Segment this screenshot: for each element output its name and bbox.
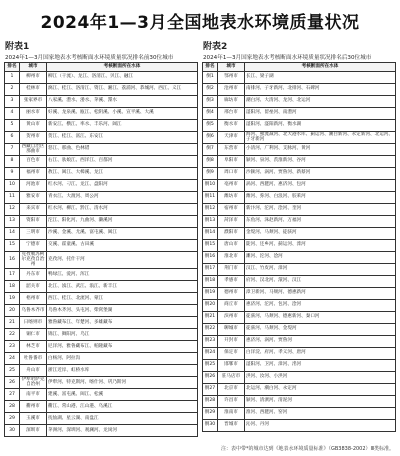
cell-rank: 16 <box>5 251 20 268</box>
cell-sections: 东鱼河、洙赵新河、万福河 <box>245 215 396 227</box>
cell-city: 黄山市 <box>20 119 47 131</box>
cell-rank: 12 <box>5 203 20 215</box>
cell-sections: 小清河、广利河、支脉河、黄河 <box>245 143 396 155</box>
cell-city: 林芝市 <box>20 340 47 352</box>
table2-header-city: 城市 <box>218 63 245 72</box>
cell-city: 晋城市 <box>218 419 245 431</box>
cell-sections: 红水河、柳江、黔江、清水河 <box>47 203 198 215</box>
cell-city: 聊城市 <box>218 323 245 335</box>
cell-sections: 鸭绿江、爱河、浑江 <box>47 268 198 280</box>
cell-rank: 7 <box>5 143 20 155</box>
cell-city: 乌鲁木齐市 <box>20 304 47 316</box>
cell-city: 丽水市 <box>20 107 47 119</box>
cell-rank: 倒7 <box>203 143 218 155</box>
table-row <box>203 191 396 203</box>
cell-sections: 汉江、竹皮河、漳河 <box>245 263 396 275</box>
cell-city: 资阳市 <box>20 215 47 227</box>
cell-city: 福州市 <box>20 167 47 179</box>
cell-city: 东营市 <box>218 143 245 155</box>
cell-rank: 倒21 <box>203 311 218 323</box>
cell-city: 韶关市 <box>20 280 47 292</box>
cell-sections: 克孜河、托什干河 <box>47 251 198 268</box>
cell-rank: 倒4 <box>203 107 218 119</box>
cell-rank: 倒5 <box>203 119 218 131</box>
cell-rank: 26 <box>5 376 20 388</box>
cell-sections: 滏阳河、留垒河、南澧河 <box>245 107 396 119</box>
cell-sections: 西江、桂江、北流河、蒙江 <box>47 292 198 304</box>
cell-rank: 倒1 <box>203 71 218 83</box>
cell-rank: 4 <box>5 107 20 119</box>
cell-city: 濮阳市 <box>218 227 245 239</box>
cell-sections: 右江、驮娘江、西洋江、百都河 <box>47 155 198 167</box>
cell-sections: 颍河、泉河、茨淮新河、谷河 <box>245 155 396 167</box>
cell-rank: 15 <box>5 239 20 251</box>
table-row <box>203 95 396 107</box>
cell-city: 南平市 <box>20 388 47 400</box>
cell-rank: 倒24 <box>203 347 218 359</box>
cell-city: 保定市 <box>218 347 245 359</box>
cell-city: 吐鲁番市 <box>20 352 47 364</box>
table1-label: 附表1 <box>5 42 30 52</box>
table-row <box>203 167 396 179</box>
table-row <box>203 359 396 371</box>
table-row <box>203 335 396 347</box>
table-row <box>203 275 396 287</box>
cell-sections: 惠济河、沱河、包河、浍河 <box>245 299 396 311</box>
table-row <box>203 83 396 95</box>
cell-rank: 倒6 <box>203 131 218 143</box>
cell-sections: 白杨河、阿拉沟 <box>47 352 198 364</box>
table-row <box>203 107 396 119</box>
cell-city: 唐山市 <box>218 239 245 251</box>
cell-rank: 倒9 <box>203 167 218 179</box>
table-row <box>203 215 396 227</box>
table-row <box>203 71 396 83</box>
table-row <box>5 251 198 268</box>
cell-rank: 倒25 <box>203 359 218 371</box>
table-row <box>203 239 396 251</box>
table-row <box>5 167 198 179</box>
cell-sections: 颍河、清潩河、清泥河 <box>245 395 396 407</box>
cell-city: 来宾市 <box>20 203 47 215</box>
cell-rank: 27 <box>5 388 20 400</box>
table-row <box>203 179 396 191</box>
table-row <box>5 304 198 316</box>
cell-sections: 漳卫新河、马颊河、德惠新河 <box>245 287 396 299</box>
cell-rank: 倒29 <box>203 407 218 419</box>
cell-city: 衡水市 <box>218 119 245 131</box>
cell-sections: 建溪、富屯溪、闽江、松溪 <box>47 388 198 400</box>
cell-city: 柳州市 <box>20 71 47 83</box>
cell-rank: 倒26 <box>203 371 218 383</box>
cell-rank: 11 <box>5 191 20 203</box>
cell-sections: 好溪、龙泉溪、瓯江、松阴溪、小溪、宣平溪、大溪 <box>47 107 198 119</box>
footnote: 注：表中带*的城市达到《地表水环境质量标准》（GB3838-2002）Ⅲ类标准。 <box>220 446 394 452</box>
cell-rank: 倒11 <box>203 191 218 203</box>
cell-sections: 惠济河、涡河、贾鲁河 <box>245 335 396 347</box>
table-row <box>5 179 198 191</box>
table-row <box>5 268 198 280</box>
cell-sections: 白洋淀、府河、孝义河、唐河 <box>245 347 396 359</box>
cell-rank: 19 <box>5 292 20 304</box>
cell-city: 天津市 <box>218 131 245 143</box>
table-row <box>203 311 396 323</box>
cell-sections: 长江、梁子湖 <box>245 71 396 83</box>
cell-rank: 倒28 <box>203 395 218 407</box>
table-row <box>5 376 198 388</box>
cell-sections: 新安江、横江、率水、丰乐河、阊江 <box>47 119 198 131</box>
cell-sections: 陡河、还乡河、蓟运河、滦河 <box>245 239 396 251</box>
table-row <box>5 280 198 292</box>
table-row <box>203 347 396 359</box>
cell-rank: 13 <box>5 215 20 227</box>
cell-city: 淮北市 <box>218 251 245 263</box>
cell-city: 邯郸市 <box>218 359 245 371</box>
table2-header-sections: 考核断面所在水体 <box>245 63 396 72</box>
cell-sections: 漓江、桂江、洛清江、资江、湘江、荔浦河、恭城河、西江、义江 <box>47 83 198 95</box>
cell-sections: 徒骇河、马颊河、金堤河 <box>245 323 396 335</box>
cell-city: 许昌市 <box>218 395 245 407</box>
table-row <box>5 340 198 352</box>
cell-rank: 倒8 <box>203 155 218 167</box>
cell-sections: 滏阳河、卫河、漳河、洺河 <box>245 359 396 371</box>
table-row <box>203 251 396 263</box>
table-row <box>5 424 198 436</box>
cell-rank: 29 <box>5 412 20 424</box>
table-row <box>203 131 396 143</box>
table-row <box>5 292 198 304</box>
cell-city: 周口市 <box>218 167 245 179</box>
cell-sections: 沁河、丹河 <box>245 419 396 431</box>
cell-sections: 徒骇河、马颊河、德惠新河、秦口河 <box>245 311 396 323</box>
cell-sections: 伊犁河、特克斯河、喀什河、巩乃斯河 <box>47 376 198 388</box>
cell-rank: 倒16 <box>203 251 218 263</box>
cell-city: 商丘市 <box>218 299 245 311</box>
cell-city: 日喀则市 <box>20 316 47 328</box>
cell-city: 玉溪市 <box>20 412 47 424</box>
cell-sections: 南排河、子牙新河、北排河、石碑河 <box>245 83 396 95</box>
cell-city: 伊犁哈萨克自治州 <box>20 376 47 388</box>
cell-city: 开封市 <box>218 335 245 347</box>
cell-rank: 3 <box>5 95 20 107</box>
table-row <box>203 383 396 395</box>
cell-rank: 24 <box>5 352 20 364</box>
table-row <box>5 95 198 107</box>
table1-header-rank: 排名 <box>5 63 20 72</box>
table-row <box>5 203 198 215</box>
table-row <box>5 227 198 239</box>
cell-rank: 25 <box>5 364 20 376</box>
cell-sections: 柳江（干流）、龙江、洛清江、贝江、融江 <box>47 71 198 83</box>
table-row <box>203 419 396 431</box>
cell-rank: 倒3 <box>203 95 218 107</box>
cell-rank: 6 <box>5 131 20 143</box>
table-row <box>5 83 198 95</box>
cell-sections: 交溪、霍童溪、古田溪 <box>47 239 198 251</box>
cell-sections: 海河、独流减河、北大港水库、蓟运河、潮白新河、永定新河、北运河、子牙新河 <box>245 131 396 143</box>
table-row <box>5 155 198 167</box>
cell-rank: 10 <box>5 179 20 191</box>
table-row <box>203 323 396 335</box>
cell-city: 淮南市 <box>218 407 245 419</box>
cell-sections: 淮河、西淝河、窑河 <box>245 407 396 419</box>
table2-caption: 2024年1—3月国家地表水考核断面水环境质量状况排名后30位城市 <box>203 55 372 61</box>
table2-label: 附表2 <box>203 42 228 52</box>
table-row <box>5 412 198 424</box>
cell-rank: 23 <box>5 340 20 352</box>
cell-rank: 5 <box>5 119 20 131</box>
cell-city: 桂林市 <box>20 83 47 95</box>
cell-rank: 8 <box>5 155 20 167</box>
cell-rank: 倒18 <box>203 275 218 287</box>
table-row <box>5 131 198 143</box>
table1 <box>4 62 198 437</box>
cell-city: 三明市 <box>20 227 47 239</box>
cell-rank: 倒17 <box>203 263 218 275</box>
cell-city: 河池市 <box>20 179 47 191</box>
cell-city: 亳州市 <box>218 179 245 191</box>
table-row <box>203 263 396 275</box>
cell-sections: 怒江、那曲、色林错 <box>47 143 198 155</box>
cell-sections: 抚仙湖、星云湖、南盘江 <box>47 412 198 424</box>
cell-city: 德州市 <box>218 287 245 299</box>
cell-city: 潍坊市 <box>218 191 245 203</box>
cell-sections: 洪河、汝河、小洪河 <box>245 371 396 383</box>
table1-column <box>4 39 198 437</box>
cell-city: 梧州市 <box>20 292 47 304</box>
cell-sections: 北江、浈江、武江、滃江、新丰江 <box>47 280 198 292</box>
cell-sections: 潮白河、大清河、龙河、北运河 <box>245 95 396 107</box>
table-row <box>5 143 198 155</box>
cell-city: 西藏自治区那曲市 <box>20 143 47 155</box>
table-row <box>203 143 396 155</box>
cell-sections: 金堤河、马颊河、徒骇河 <box>245 227 396 239</box>
cell-sections: 贺江、桂江、富江、东安江 <box>47 131 198 143</box>
cell-sections: 新汴河、沱河、浍河、奎河 <box>245 203 396 215</box>
cell-rank: 倒13 <box>203 215 218 227</box>
table1-caption: 2024年1—3月国家地表水考核断面水环境质量状况排名前30位城市 <box>5 55 174 61</box>
cell-city: 衢州市 <box>20 400 47 412</box>
table-row <box>5 71 198 83</box>
cell-city: 荆门市 <box>218 263 245 275</box>
table-row <box>203 227 396 239</box>
cell-rank: 倒2 <box>203 83 218 95</box>
table1-header-sections: 考核断面所在水体 <box>47 63 198 72</box>
table-row <box>203 287 396 299</box>
table-row <box>5 316 198 328</box>
cell-sections: 潍河、弥河、白浪河、胶莱河 <box>245 191 396 203</box>
table2-column <box>202 39 396 437</box>
cell-rank: 倒22 <box>203 323 218 335</box>
cell-rank: 17 <box>5 268 20 280</box>
cell-sections: 沙颍河、涡河、贾鲁河、新蔡河 <box>245 167 396 179</box>
table-row <box>203 371 396 383</box>
page-title: 2024年1—3月全国地表水环境质量状况 <box>40 13 360 33</box>
cell-rank: 22 <box>5 328 20 340</box>
cell-city: 舟山市 <box>20 364 47 376</box>
cell-city: 邢台市 <box>218 107 245 119</box>
cell-sections: 衢江、常山港、江山港、乌溪江 <box>47 400 198 412</box>
cell-sections: 尼洋河、雅鲁藏布江、帕隆藏布 <box>47 340 198 352</box>
cell-sections: 沙溪、金溪、尤溪、富屯溪、闽江 <box>47 227 198 239</box>
cell-city: 沧州市 <box>218 83 245 95</box>
cell-rank: 倒19 <box>203 287 218 299</box>
cell-sections: 茅洲河、深圳河、观澜河、龙岗河 <box>47 424 198 436</box>
cell-rank: 倒27 <box>203 383 218 395</box>
table-row <box>5 400 198 412</box>
table-row <box>5 388 198 400</box>
cell-rank: 2 <box>5 83 20 95</box>
cell-sections: 八家溪、澧水、溇水、茅溪、渫水 <box>47 95 198 107</box>
cell-rank: 倒10 <box>203 179 218 191</box>
table-row <box>203 395 396 407</box>
cell-rank: 18 <box>5 280 20 292</box>
table-row <box>5 215 198 227</box>
cell-sections: 锦江、舞阳河、乌江 <box>47 328 198 340</box>
cell-city: 贺州市 <box>20 131 47 143</box>
cell-sections: 北运河、潮白河、永定河 <box>245 383 396 395</box>
cell-sections: 府河、汉北河、澴河、汉江 <box>245 275 396 287</box>
cell-sections: 红水河、刁江、龙江、盘阳河 <box>47 179 198 191</box>
table2-header-rank: 排名 <box>203 63 218 72</box>
cell-city: 北京市 <box>218 383 245 395</box>
cell-sections: 乌鲁木齐河、头屯河、柴窝堡湖 <box>47 304 198 316</box>
cell-sections: 雅鲁藏布江、年楚河、多雄藏布 <box>47 316 198 328</box>
cell-rank: 倒15 <box>203 239 218 251</box>
cell-city: 宁德市 <box>20 239 47 251</box>
cell-city: 铜仁市 <box>20 328 47 340</box>
table1-header-city: 城市 <box>20 63 47 72</box>
cell-city: 百色市 <box>20 155 47 167</box>
cell-rank: 9 <box>5 167 20 179</box>
table-row <box>203 203 396 215</box>
cell-city: 丹东市 <box>20 268 47 280</box>
cell-rank: 30 <box>5 424 20 436</box>
table-row <box>203 155 396 167</box>
cell-city: 菏泽市 <box>218 215 245 227</box>
cell-rank: 28 <box>5 400 20 412</box>
cell-city: 张家界市 <box>20 95 47 107</box>
cell-city: 驻马店市 <box>218 371 245 383</box>
cell-sections: 濉河、沱河、浍河 <box>245 251 396 263</box>
cell-city: 雅安市 <box>20 191 47 203</box>
cell-city: 阜阳市 <box>218 155 245 167</box>
cell-sections: 沱江、阳化河、九曲河、濑溪河 <box>47 215 198 227</box>
cell-rank: 倒20 <box>203 299 218 311</box>
cell-city: 孝感市 <box>218 275 245 287</box>
cell-rank: 20 <box>5 304 20 316</box>
table-row <box>5 107 198 119</box>
cell-sections: 青衣江、大渡河、周公河 <box>47 191 198 203</box>
cell-sections: 敖江、闽江、大樟溪、龙江 <box>47 167 198 179</box>
table-row <box>5 191 198 203</box>
cell-sections: 涡河、西淝河、惠济河、包河 <box>245 179 396 191</box>
cell-city: 廊坊市 <box>218 95 245 107</box>
cell-rank: 倒23 <box>203 335 218 347</box>
cell-city: 滨州市 <box>218 311 245 323</box>
table-row <box>5 364 198 376</box>
cell-city: 克孜勒苏柯尔克孜自治州 <box>20 251 47 268</box>
cell-city: 鄂州市 <box>218 71 245 83</box>
cell-rank: 21 <box>5 316 20 328</box>
table-row <box>203 119 396 131</box>
cell-rank: 1 <box>5 71 20 83</box>
cell-city: 宿州市 <box>218 203 245 215</box>
cell-rank: 倒14 <box>203 227 218 239</box>
cell-rank: 14 <box>5 227 20 239</box>
cell-city: 深圳市 <box>20 424 47 436</box>
table-row <box>203 407 396 419</box>
table-row <box>5 239 198 251</box>
cell-rank: 倒30 <box>203 419 218 431</box>
table-row <box>5 328 198 340</box>
cell-sections: 滏阳河、滏阳新河、衡水湖 <box>245 119 396 131</box>
cell-rank: 倒12 <box>203 203 218 215</box>
table2 <box>202 62 396 432</box>
table-row <box>5 119 198 131</box>
table-row <box>5 352 198 364</box>
cell-sections: 浙江近岸、虹桥水库 <box>47 364 198 376</box>
table-row <box>203 299 396 311</box>
